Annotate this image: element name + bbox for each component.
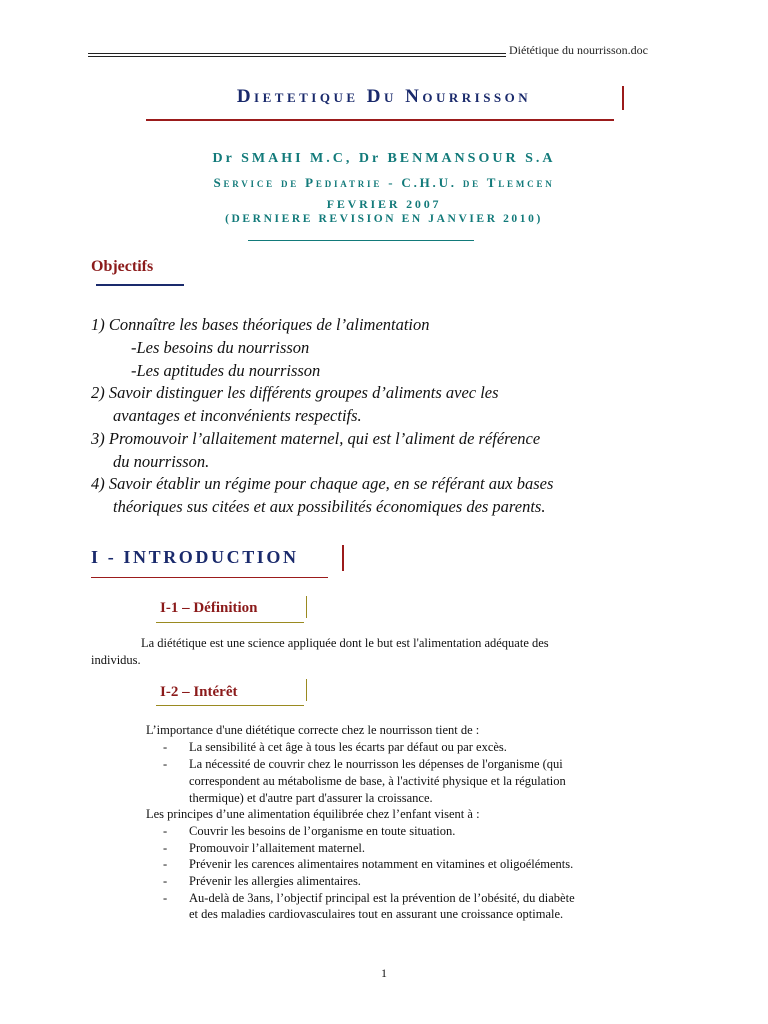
definition-heading: I-1 – Définition [160,600,258,616]
introduction-underline [91,577,328,578]
objectif-line: théoriques sus citées et aux possibilités économiques des parents. [113,497,546,516]
introduction-accent-bar [342,545,344,571]
header-rule [88,53,506,54]
objectif-line: 2) Savoir distinguer les différents groupes d’aliments avec les [91,383,499,402]
objectif-line: 3) Promouvoir l’allaitement maternel, qui est l’aliment de référence [91,429,541,448]
objectif-line: du nourrisson. [113,452,210,471]
bullet-item: Couvrir les besoins de l’organisme en toute situation. [189,824,456,838]
introduction-heading: I - INTRODUCTION [91,547,299,567]
bullet-dash: - [163,757,168,771]
bullet-item: Prévenir les carences alimentaires notamment en vitamines et oligoéléments. [189,857,574,871]
service-line: Service de Pediatrie - C.H.U. de Tlemcen [213,175,555,190]
revision-line: (DERNIERE REVISION EN JANVIER 2010) [225,213,543,225]
page-number: 1 [381,966,387,980]
header-rule-lower [88,56,506,57]
bullet-item: Prévenir les allergies alimentaires. [189,874,361,888]
principes-intro: Les principes d’une alimentation équilibrée chez l’enfant visent à : [146,807,480,821]
bullet-dash: - [163,891,168,905]
bullet-item: La sensibilité à cet âge à tous les écarts par défaut ou par excès. [189,740,507,754]
bullet-dash: - [163,841,168,855]
header-filename: Diététique du nourrisson.doc [509,43,648,57]
interet-intro: L’importance d'une diététique correcte chez le nourrisson tient de : [146,723,480,737]
objectifs-heading: Objectifs [91,258,154,275]
bullet-dash: - [163,824,168,838]
title-accent-bar [622,86,624,110]
definition-text: La diététique est une science appliquée dont le but est l'alimentation adéquate des [141,636,549,650]
document-title: Dietetique Du Nourrisson [236,86,532,107]
title-underline [146,119,614,121]
interet-heading: I-2 – Intérêt [160,684,238,700]
bullet-item-continued: correspondent au métabolisme de base, à l'activité physique et la régulation [189,774,566,788]
bullet-item-continued: thermique) et d'autre part d'assurer la croissance. [189,791,433,805]
date-line: FEVRIER 2007 [326,197,442,211]
objectif-line: 1) Connaître les bases théoriques de l’alimentation [91,315,430,334]
objectif-line: 4) Savoir établir un régime pour chaque age, en se référant aux bases [91,474,554,493]
bullet-item: Au-delà de 3ans, l’objectif principal est la prévention de l’obésité, du diabète [189,891,575,905]
interet-underline [156,705,304,706]
definition-underline [156,622,304,623]
authors-underline [248,240,474,241]
bullet-item-continued: et des maladies cardiovasculaires tout en assurant une croissance optimale. [189,907,564,921]
bullet-dash: - [163,857,168,871]
objectif-line: avantages et inconvénients respectifs. [113,406,362,425]
bullet-dash: - [163,874,168,888]
objectifs-underline [96,284,184,286]
definition-accent-bar [306,596,307,618]
objectif-line: -Les besoins du nourrisson [131,338,310,357]
definition-text: individus. [91,653,141,667]
interet-accent-bar [306,679,307,701]
objectif-line: -Les aptitudes du nourrisson [131,361,321,380]
authors: Dr SMAHI M.C, Dr BENMANSOUR S.A [212,151,556,166]
bullet-dash: - [163,740,168,754]
bullet-item: La nécessité de couvrir chez le nourrisson les dépenses de l'organisme (qui [189,757,563,771]
bullet-item: Promouvoir l’allaitement maternel. [189,841,365,855]
